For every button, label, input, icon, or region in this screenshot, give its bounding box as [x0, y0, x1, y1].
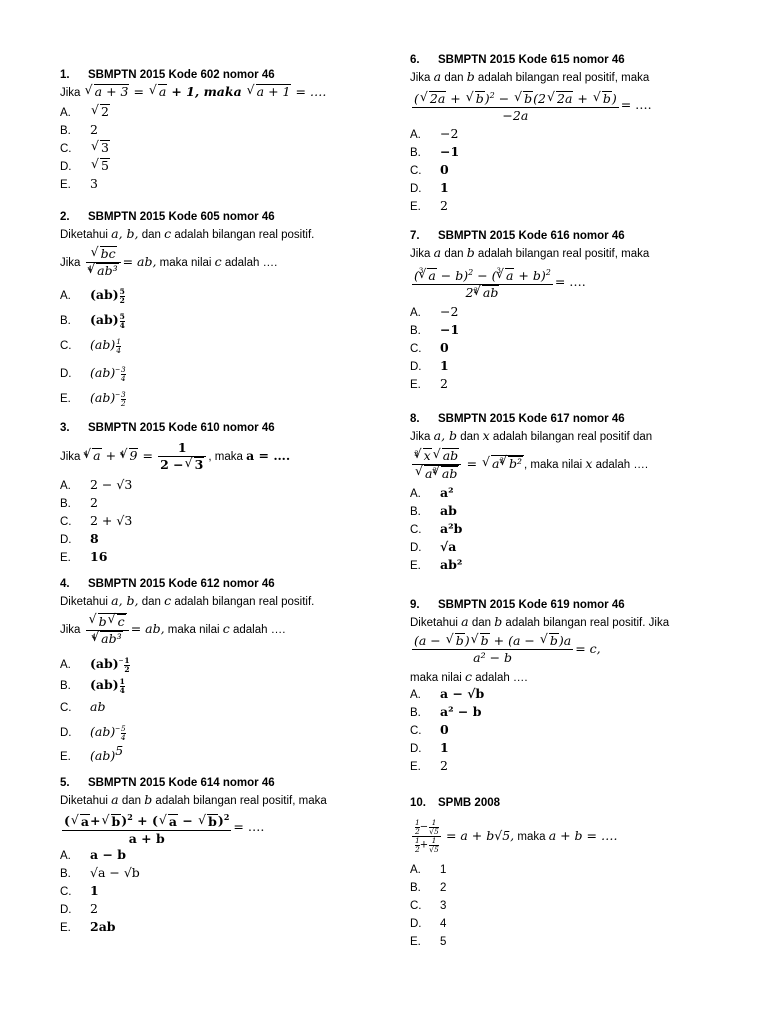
- problem-1: [60, 67, 390, 193]
- problem-3: [60, 420, 390, 566]
- option-c[interactable]: C. 0: [410, 162, 449, 177]
- option-b[interactable]: B. √a − √b: [60, 865, 140, 880]
- option-e[interactable]: E. 3: [60, 176, 98, 191]
- option-b[interactable]: B. −1: [410, 322, 460, 337]
- option-d[interactable]: D. 8: [60, 531, 99, 546]
- problem-title: 7. SBMPTN 2015 Kode 616 nomor 46: [410, 230, 625, 242]
- option-b[interactable]: B. 2: [410, 882, 447, 894]
- option-a[interactable]: A. (ab)− $\frac{1}{2}$: [60, 655, 130, 674]
- problem-title: 1. SBMPTN 2015 Kode 602 nomor 46: [60, 69, 275, 81]
- option-d[interactable]: D. (ab)− $\frac{5}{4}$: [60, 723, 126, 742]
- problem-title: 10. SPMB 2008: [410, 797, 501, 809]
- option-a[interactable]: A. (ab) $\frac{5}{2}$: [60, 287, 125, 306]
- problem-9: [410, 597, 740, 775]
- option-a[interactable]: A. a − b: [60, 847, 127, 862]
- problem-question: Jika a dan b adalah bilangan real positif, maka: [410, 69, 650, 84]
- option-e[interactable]: E. (ab)− $\frac{3}{2}$: [60, 389, 126, 408]
- problem-6: [410, 52, 740, 215]
- problem-5: [60, 775, 390, 936]
- problem-equation: Jika √ $\frac{b√ c}{^4√ ab^3}$ = ab, maka nilai c adalah ….: [60, 609, 390, 649]
- problem-equation: Jika $^4$√ a + $^4$√ 9 = $\frac{1}{2 -√ 3}$ , maka a = ….: [60, 436, 390, 476]
- option-c[interactable]: C. 0: [410, 722, 449, 737]
- option-c[interactable]: C.√ 3: [60, 139, 390, 157]
- option-d[interactable]: D. 1: [410, 358, 449, 373]
- problem-equation: $^3$√ x√ ab √ $a^3√$ ab = √ $a^3√$ b² , maka nilai x adalah ….: [410, 444, 740, 484]
- option-a[interactable]: A. 2 − √3: [60, 477, 133, 492]
- problem-title: 8. SBMPTN 2015 Kode 617 nomor 46: [410, 413, 625, 425]
- problem-2: [60, 209, 390, 407]
- option-e[interactable]: E. ab²: [410, 557, 463, 572]
- problem-question: Diketahui a dan b adalah bilangan real positif. Jika: [410, 614, 670, 629]
- option-e[interactable]: E. 2: [410, 376, 448, 391]
- option-b[interactable]: B. (ab) $\frac{5}{4}$: [60, 312, 125, 331]
- option-d[interactable]: D. √a: [410, 539, 457, 554]
- option-d[interactable]: D. 1: [410, 180, 449, 195]
- option-c[interactable]: C. 1: [60, 883, 99, 898]
- problem-equation: $\frac{(√ a+√ b)^2 + (√ a - √ b)^2}{a + b}$ = ….: [60, 808, 390, 846]
- problem-4: [60, 576, 390, 761]
- option-a[interactable]: A. a²: [410, 485, 454, 500]
- option-b[interactable]: B. (ab) $\frac{1}{4}$: [60, 677, 125, 696]
- option-a[interactable]: A. a − √b: [410, 686, 485, 701]
- option-a[interactable]: A. 1: [410, 864, 447, 876]
- option-b[interactable]: B. 2: [60, 495, 98, 510]
- problem-7: [410, 228, 740, 393]
- option-a[interactable]: A. −2: [410, 304, 459, 319]
- option-c[interactable]: C. 3: [410, 900, 447, 912]
- problem-question: Jika √ a + 3 = √ a + 1, maka √ a + 1 = ….: [60, 83, 390, 100]
- problem-equation: $\frac{1}{2}$ − $\frac{1}{√5}$ $\frac{1}{2}$ + $\frac{1}{√5}$ = a + b√5, maka a + b = ….: [410, 811, 740, 861]
- problem-question: Jika a, b dan x adalah bilangan real positif dan: [410, 428, 653, 443]
- problem-10: [410, 795, 740, 951]
- option-b[interactable]: B. −1: [410, 144, 460, 159]
- option-c[interactable]: C. a²b: [410, 521, 463, 536]
- option-a[interactable]: A.√ 2: [60, 103, 390, 121]
- option-e[interactable]: E. 16: [60, 549, 108, 564]
- problem-title: 9. SBMPTN 2015 Kode 619 nomor 46: [410, 599, 625, 611]
- sqrt-a-plus-3: √ a + 3: [85, 83, 130, 100]
- problem-equation: $\frac{(a - √ b)√ b + (a - √ b)a}{\text{a² − b}}$ = c,: [410, 630, 740, 668]
- option-d[interactable]: D. (ab)− $\frac{3}{4}$: [60, 364, 126, 383]
- problem-title: 2. SBMPTN 2015 Kode 605 nomor 46: [60, 211, 275, 223]
- problem-equation: $\frac{(√ 2a + √ b)^2 - √ b(2√ 2a + √ b)}{-2a}$ = ….: [410, 85, 740, 125]
- option-a[interactable]: A. −2: [410, 126, 459, 141]
- option-b[interactable]: B. 2: [60, 122, 98, 137]
- problem-question: Jika a dan b adalah bilangan real positif, maka: [410, 245, 650, 260]
- option-e[interactable]: E. 2: [410, 758, 448, 773]
- option-b[interactable]: B. ab: [410, 503, 457, 518]
- problem-title: 5. SBMPTN 2015 Kode 614 nomor 46: [60, 777, 275, 789]
- option-d[interactable]: D. 4: [410, 918, 447, 930]
- problem-8: [410, 411, 740, 574]
- option-d[interactable]: D.√ 5: [60, 157, 390, 175]
- option-e[interactable]: E. 5: [410, 936, 447, 948]
- option-d[interactable]: D. 1: [410, 740, 449, 755]
- problem-question: Diketahui a, b, dan c adalah bilangan real positif.: [60, 226, 315, 241]
- problem-question-2: maka nilai c adalah ….: [410, 669, 528, 684]
- option-e[interactable]: E. 2ab: [60, 919, 116, 934]
- option-b[interactable]: B. a² − b: [410, 704, 482, 719]
- problem-equation: Jika √ $\frac{bc}{^4√ ab^3}$ = ab, maka nilai c adalah ….: [60, 242, 390, 282]
- problem-equation: $\frac{(^3√ a - b)^2 - (^3√ a + b)^2}{2^3√ ab}$ = ….: [410, 261, 740, 303]
- problem-question: Diketahui a dan b adalah bilangan real positif, maka: [60, 792, 327, 807]
- option-e[interactable]: E. 2: [410, 198, 448, 213]
- option-d[interactable]: D. 2: [60, 901, 98, 916]
- option-c[interactable]: C. (ab) $\frac{1}{4}$: [60, 337, 121, 356]
- option-c[interactable]: C. 2 + √3: [60, 513, 133, 528]
- problem-title: 3. SBMPTN 2015 Kode 610 nomor 46: [60, 422, 275, 434]
- problem-title: 4. SBMPTN 2015 Kode 612 nomor 46: [60, 578, 275, 590]
- option-c[interactable]: C. 0: [410, 340, 449, 355]
- problem-title: 6. SBMPTN 2015 Kode 615 nomor 46: [410, 54, 625, 66]
- option-c[interactable]: C. ab: [60, 699, 106, 714]
- option-e[interactable]: E. (ab)$^5$: [60, 743, 124, 763]
- problem-question: Diketahui a, b, dan c adalah bilangan real positif.: [60, 593, 315, 608]
